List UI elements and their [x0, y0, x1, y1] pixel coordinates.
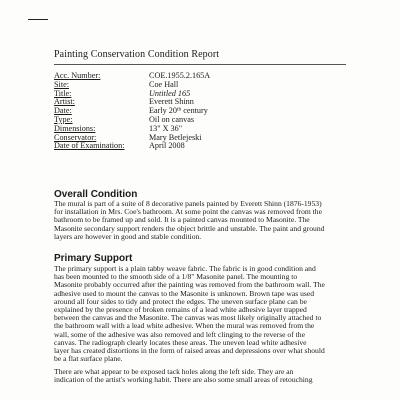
text-line: adhesive used to mount the canvas to the Masonite is unknown. Brown tape was used — [54, 289, 315, 298]
metadata-key: Artist: — [54, 97, 75, 107]
metadata-value: COE.1955.2.165A — [149, 71, 211, 80]
text-line: layers are however in good and stable condition. — [54, 232, 202, 241]
text-line: around all four sides to tidy and protect the edges. The uneven surface plane can be — [54, 297, 307, 306]
text-line: for installation in Mrs. Coe's bathroom. At some point the canvas was removed from the — [54, 208, 322, 217]
metadata-value: April 2008 — [149, 141, 185, 151]
metadata-key: Dimensions: — [54, 123, 96, 133]
document-title: Painting Conservation Condition Report — [54, 49, 220, 60]
metadata-key: Title: — [54, 88, 72, 98]
metadata-row — [54, 116, 354, 125]
overall-condition-heading: Overall Condition — [54, 189, 138, 200]
text-line: Masonite secondary support renders the object brittle and unstable. The paint and ground — [54, 224, 325, 233]
primary-support-text — [54, 265, 354, 363]
text-line: bathroom to be framed up and sold. It is a painted canvas mounted to Masonite. The — [54, 216, 310, 225]
metadata-value: Early 20th century — [149, 106, 208, 116]
text-line: has been mounted to the smooth side of a 1/8" Masonite panel. The mounting to — [54, 273, 298, 282]
metadata-key: Date of Examination: — [54, 141, 125, 151]
metadata-row — [54, 72, 354, 81]
text-line: the bathroom wall with a lead white adhesive. When the mural was removed from the — [54, 322, 315, 331]
primary-support-text-continued — [54, 368, 354, 384]
metadata-table — [54, 72, 354, 151]
text-line: layer has created distortions in the form of raised areas and depressions over what should — [54, 346, 325, 355]
metadata-value: Coe Hall — [149, 79, 179, 89]
title-divider — [54, 64, 346, 65]
metadata-value: Oil on canvas — [149, 114, 195, 124]
metadata-row — [54, 81, 354, 90]
metadata-key: Type: — [54, 114, 73, 124]
metadata-value: Mary Betlejeski — [149, 132, 202, 142]
text-line: There are what appear to be exposed tack holes along the left side. They are an — [54, 368, 294, 376]
overall-condition-text — [54, 200, 354, 241]
text-line: between the canvas and the Masonite. The canvas was most likely originally attached to — [54, 314, 322, 323]
corner-mark — [28, 19, 48, 20]
text-line: be a flat surface plane. — [54, 355, 123, 364]
text-line: wall, some of the adhesive was also removed and left clinging to the reverse of the — [54, 330, 305, 339]
text-line: canvas. The radiograph clearly locates these areas. The uneven lead white adhesive — [54, 338, 307, 347]
text-line: The primary support is a plain tabby weave fabric. The fabric is in good condition and — [54, 265, 316, 273]
text-line: explained by the presence of broken remains of a lead white adhesive layer trapped — [54, 305, 307, 314]
text-line: Masonite probably occurred after the painting was removed from the bathroom wall. The — [54, 281, 325, 290]
metadata-key: Conservator: — [54, 132, 97, 142]
metadata-row — [54, 125, 354, 134]
metadata-row — [54, 142, 354, 151]
metadata-value: Untitled 165 — [149, 88, 191, 98]
primary-support-heading: Primary Support — [54, 253, 133, 264]
metadata-key: Acc. Number: — [54, 71, 101, 80]
text-line: indication of the artist's working habit. There are also some small areas of retouching — [54, 376, 313, 385]
metadata-row — [54, 90, 354, 99]
metadata-key: Site: — [54, 79, 70, 89]
metadata-key: Date: — [54, 106, 72, 116]
text-line: The mural is part of a suite of 8 decorative panels painted by Everett Shinn (1876-1953) — [54, 200, 322, 208]
metadata-value: 13" X 36" — [149, 123, 183, 133]
metadata-row — [54, 107, 354, 116]
metadata-value: Everett Shinn — [149, 97, 194, 107]
